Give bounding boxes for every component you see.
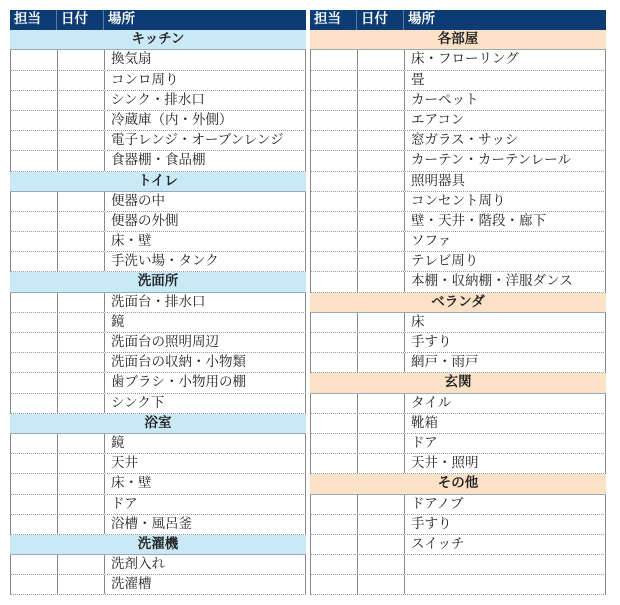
table-row: [10, 333, 306, 353]
table-row: [310, 495, 606, 515]
date-cell[interactable]: [57, 151, 104, 170]
date-cell[interactable]: [357, 515, 404, 534]
assignee-cell[interactable]: [10, 91, 57, 110]
assignee-cell[interactable]: [310, 353, 357, 372]
date-cell[interactable]: [357, 434, 404, 453]
date-cell[interactable]: [357, 71, 404, 90]
table-row: [310, 50, 606, 70]
date-cell[interactable]: [357, 454, 404, 473]
place-cell: 床・フローリング: [404, 50, 606, 69]
place-cell: 手すり: [404, 515, 606, 534]
date-cell[interactable]: [57, 293, 104, 312]
assignee-cell[interactable]: [310, 111, 357, 130]
assignee-cell[interactable]: [10, 111, 57, 130]
date-cell[interactable]: [57, 111, 104, 130]
date-cell[interactable]: [357, 111, 404, 130]
assignee-cell[interactable]: [310, 515, 357, 534]
date-cell[interactable]: [357, 555, 404, 574]
table-row: [310, 515, 606, 535]
table-row: [310, 172, 606, 192]
date-cell[interactable]: [357, 50, 404, 69]
date-cell[interactable]: [57, 373, 104, 392]
assignee-cell[interactable]: [10, 293, 57, 312]
date-cell[interactable]: [57, 333, 104, 352]
date-cell[interactable]: [357, 535, 404, 554]
section-header: 浴室: [10, 414, 306, 434]
table-row: [10, 495, 306, 515]
section-header: その他: [310, 474, 606, 494]
place-cell: 手すり: [404, 333, 606, 352]
place-cell: ドアノブ: [404, 495, 606, 514]
date-cell[interactable]: [57, 434, 104, 453]
assignee-cell[interactable]: [310, 495, 357, 514]
place-cell: カーペット: [404, 91, 606, 110]
table-row: [10, 555, 306, 575]
place-cell: コンロ周り: [104, 71, 306, 90]
assignee-cell[interactable]: [10, 555, 57, 574]
date-cell[interactable]: [57, 313, 104, 332]
assignee-cell[interactable]: [310, 394, 357, 413]
place-cell: 電子レンジ・オーブンレンジ: [104, 131, 306, 150]
assignee-cell[interactable]: [10, 50, 57, 69]
place-cell: 床: [404, 313, 606, 332]
date-cell[interactable]: [357, 151, 404, 170]
place-cell: 鏡: [104, 434, 306, 453]
section-header: 玄関: [310, 373, 606, 393]
place-cell: 換気扇: [104, 50, 306, 69]
section-header: キッチン: [10, 30, 306, 50]
header-assignee: 担当: [310, 10, 357, 30]
table-row: [10, 71, 306, 91]
table-header: [10, 10, 306, 30]
place-cell: コンセント周り: [404, 192, 606, 211]
date-cell[interactable]: [357, 212, 404, 231]
place-cell: ソファ: [404, 232, 606, 251]
date-cell[interactable]: [57, 555, 104, 574]
date-cell[interactable]: [57, 394, 104, 413]
place-cell: カーテン・カーテンレール: [404, 151, 606, 170]
assignee-cell[interactable]: [310, 50, 357, 69]
assignee-cell[interactable]: [10, 515, 57, 534]
table-row: [310, 333, 606, 353]
place-cell: 洗面台の照明周辺: [104, 333, 306, 352]
table-row: [10, 91, 306, 111]
table-row: [10, 515, 306, 535]
assignee-cell[interactable]: [310, 535, 357, 554]
place-cell: 冷蔵庫（内・外側）: [104, 111, 306, 130]
date-cell[interactable]: [57, 454, 104, 473]
place-cell: 網戸・雨戸: [404, 353, 606, 372]
assignee-cell[interactable]: [310, 434, 357, 453]
table-row: [310, 192, 606, 212]
table-row: [10, 454, 306, 474]
header-assignee: 担当: [10, 10, 57, 30]
table-row: [310, 394, 606, 414]
header-date: 日付: [57, 10, 104, 30]
assignee-cell[interactable]: [10, 394, 57, 413]
date-cell[interactable]: [357, 313, 404, 332]
date-cell[interactable]: [357, 252, 404, 271]
place-cell: 床・壁: [104, 474, 306, 493]
date-cell[interactable]: [357, 91, 404, 110]
date-cell[interactable]: [57, 474, 104, 493]
date-cell[interactable]: [57, 495, 104, 514]
section-header: 洗濯機: [10, 535, 306, 555]
assignee-cell[interactable]: [310, 172, 357, 191]
section-header: 洗面所: [10, 272, 306, 292]
table-header: [310, 10, 606, 30]
header-place: 場所: [408, 11, 435, 27]
table-row: [310, 535, 606, 555]
table-row: [10, 252, 306, 272]
right-table: [310, 10, 606, 595]
date-cell[interactable]: [57, 71, 104, 90]
table-row: [10, 373, 306, 393]
assignee-cell[interactable]: [310, 313, 357, 332]
table-row: [310, 131, 606, 151]
table-row: [310, 212, 606, 232]
table-row: [310, 151, 606, 171]
assignee-cell[interactable]: [310, 71, 357, 90]
place-cell: 床・壁: [104, 232, 306, 251]
place-cell: 天井: [104, 454, 306, 473]
assignee-cell[interactable]: [10, 434, 57, 453]
place-cell: シンク・排水口: [104, 91, 306, 110]
date-cell[interactable]: [357, 192, 404, 211]
section-header: ベランダ: [310, 293, 606, 313]
place-cell: [404, 555, 606, 574]
assignee-cell[interactable]: [310, 131, 357, 150]
table-row: [10, 131, 306, 151]
place-cell: エアコン: [404, 111, 606, 130]
assignee-cell[interactable]: [10, 192, 57, 211]
place-cell: 浴槽・風呂釜: [104, 515, 306, 534]
place-cell: ドア: [104, 495, 306, 514]
date-cell[interactable]: [357, 495, 404, 514]
assignee-cell[interactable]: [310, 252, 357, 271]
place-cell: 歯ブラシ・小物用の棚: [104, 373, 306, 392]
assignee-cell[interactable]: [10, 353, 57, 372]
place-cell: 洗面台・排水口: [104, 293, 306, 312]
table-row: [10, 394, 306, 414]
assignee-cell[interactable]: [310, 151, 357, 170]
place-cell: 靴箱: [404, 414, 606, 433]
place-cell: 壁・天井・階段・廊下: [404, 212, 606, 231]
date-cell[interactable]: [357, 353, 404, 372]
assignee-cell[interactable]: [10, 71, 57, 90]
place-cell: 鏡: [104, 313, 306, 332]
table-row: [310, 272, 606, 292]
assignee-cell[interactable]: [310, 272, 357, 291]
date-cell[interactable]: [57, 192, 104, 211]
table-row: [310, 555, 606, 575]
header-place: 場所: [108, 11, 135, 27]
left-table: [10, 10, 306, 595]
date-cell[interactable]: [57, 353, 104, 372]
assignee-cell[interactable]: [310, 454, 357, 473]
table-row: [10, 232, 306, 252]
place-cell: 洗剤入れ: [104, 555, 306, 574]
table-row: [310, 232, 606, 252]
place-cell: 照明器具: [404, 172, 606, 191]
assignee-cell[interactable]: [10, 373, 57, 392]
table-row: [310, 353, 606, 373]
assignee-cell[interactable]: [310, 212, 357, 231]
table-row: [10, 151, 306, 171]
assignee-cell[interactable]: [10, 495, 57, 514]
date-cell[interactable]: [57, 212, 104, 231]
date-cell[interactable]: [357, 232, 404, 251]
table-row: [10, 474, 306, 494]
assignee-cell[interactable]: [310, 232, 357, 251]
table-row: [10, 192, 306, 212]
place-cell: タイル: [404, 394, 606, 413]
place-cell: スイッチ: [404, 535, 606, 554]
table-row: [310, 91, 606, 111]
date-cell[interactable]: [357, 333, 404, 352]
date-cell[interactable]: [57, 575, 104, 594]
place-cell: 窓ガラス・サッシ: [404, 131, 606, 150]
assignee-cell[interactable]: [310, 575, 357, 594]
table-row: [310, 71, 606, 91]
table-row: [310, 252, 606, 272]
date-cell[interactable]: [57, 252, 104, 271]
place-cell: 天井・照明: [404, 454, 606, 473]
table-row: [10, 313, 306, 333]
date-cell[interactable]: [357, 172, 404, 191]
table-row: [310, 111, 606, 131]
table-row: [10, 575, 306, 595]
table-row: [310, 434, 606, 454]
place-cell: 食器棚・食品棚: [104, 151, 306, 170]
section-header: トイレ: [10, 172, 306, 192]
table-row: [10, 293, 306, 313]
place-cell: 洗面台の収納・小物類: [104, 353, 306, 372]
date-cell[interactable]: [57, 50, 104, 69]
place-cell: 畳: [404, 71, 606, 90]
date-cell[interactable]: [357, 414, 404, 433]
section-header: 各部屋: [310, 30, 606, 50]
place-cell: 洗濯槽: [104, 575, 306, 594]
assignee-cell[interactable]: [310, 91, 357, 110]
date-cell[interactable]: [57, 232, 104, 251]
assignee-cell[interactable]: [310, 414, 357, 433]
assignee-cell[interactable]: [310, 555, 357, 574]
place-cell: 手洗い場・タンク: [104, 252, 306, 271]
place-cell: [404, 575, 606, 594]
header-date: 日付: [357, 10, 404, 30]
assignee-cell[interactable]: [10, 232, 57, 251]
assignee-cell[interactable]: [310, 192, 357, 211]
place-cell: ドア: [404, 434, 606, 453]
assignee-cell[interactable]: [10, 131, 57, 150]
date-cell[interactable]: [57, 515, 104, 534]
assignee-cell[interactable]: [10, 212, 57, 231]
table-row: [310, 414, 606, 434]
table-row: [10, 50, 306, 70]
table-row: [10, 212, 306, 232]
table-row: [10, 353, 306, 373]
place-cell: テレビ周り: [404, 252, 606, 271]
date-cell[interactable]: [57, 91, 104, 110]
assignee-cell[interactable]: [10, 252, 57, 271]
assignee-cell[interactable]: [310, 333, 357, 352]
date-cell[interactable]: [357, 575, 404, 594]
table-row: [10, 434, 306, 454]
assignee-cell[interactable]: [10, 313, 57, 332]
date-cell[interactable]: [357, 272, 404, 291]
place-cell: 便器の中: [104, 192, 306, 211]
place-cell: 本棚・収納棚・洋服ダンス: [404, 272, 606, 291]
place-cell: 便器の外側: [104, 212, 306, 231]
table-row: [10, 111, 306, 131]
date-cell[interactable]: [57, 131, 104, 150]
assignee-cell[interactable]: [10, 575, 57, 594]
assignee-cell[interactable]: [10, 333, 57, 352]
table-row: [310, 575, 606, 595]
assignee-cell[interactable]: [10, 151, 57, 170]
assignee-cell[interactable]: [10, 474, 57, 493]
table-row: [310, 454, 606, 474]
table-row: [310, 313, 606, 333]
assignee-cell[interactable]: [10, 454, 57, 473]
place-cell: シンク下: [104, 394, 306, 413]
date-cell[interactable]: [357, 131, 404, 150]
date-cell[interactable]: [357, 394, 404, 413]
